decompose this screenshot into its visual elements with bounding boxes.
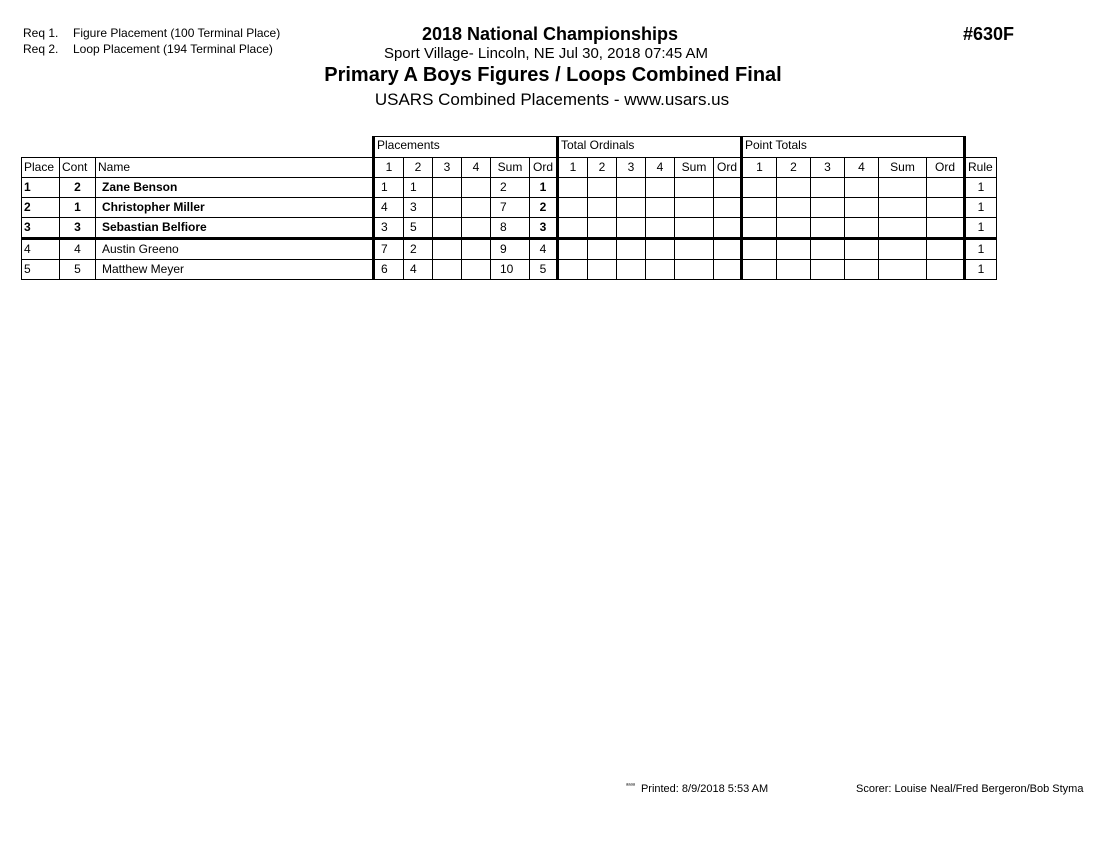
empty-cell xyxy=(714,218,742,239)
empty-cell xyxy=(675,260,714,280)
col-placement-3: 3 xyxy=(433,158,462,178)
table-row xyxy=(22,178,997,198)
placement-4 xyxy=(462,198,491,218)
empty-cell xyxy=(714,198,742,218)
col-cont: Cont xyxy=(60,158,96,178)
placement-1: 7 xyxy=(374,239,404,260)
empty-cell xyxy=(558,239,588,260)
empty-cell xyxy=(617,260,646,280)
placement-sum: 2 xyxy=(491,178,530,198)
group-total-ordinals: Total Ordinals xyxy=(558,137,742,158)
placement-sum: 10 xyxy=(491,260,530,280)
rule-cell: 1 xyxy=(965,260,997,280)
empty-cell xyxy=(927,178,965,198)
event-number: #630F xyxy=(963,24,1015,44)
empty-cell xyxy=(777,178,811,198)
skater-name: Matthew Meyer xyxy=(96,260,374,280)
placement-2: 2 xyxy=(404,239,433,260)
empty-cell xyxy=(714,260,742,280)
empty-cell xyxy=(845,260,879,280)
placement-sum: 9 xyxy=(491,239,530,260)
cont-cell: 5 xyxy=(60,260,96,280)
col-placement-1: 1 xyxy=(374,158,404,178)
footer-mark: ᵃᵃᵃᵃ xyxy=(626,783,635,789)
col-placement-sum: Sum xyxy=(491,158,530,178)
skater-name: Austin Greeno xyxy=(96,239,374,260)
place-cell: 2 xyxy=(22,198,60,218)
empty-cell xyxy=(742,239,777,260)
empty-cell xyxy=(845,198,879,218)
col-point-ord: Ord xyxy=(927,158,965,178)
group-placements: Placements xyxy=(374,137,558,158)
skater-name: Sebastian Belfiore xyxy=(96,218,374,239)
col-ordinal-sum: Sum xyxy=(675,158,714,178)
placement-2: 1 xyxy=(404,178,433,198)
place-cell: 5 xyxy=(22,260,60,280)
placement-ord: 5 xyxy=(530,260,558,280)
col-ordinal-ord: Ord xyxy=(714,158,742,178)
empty-cell xyxy=(879,198,927,218)
empty-cell xyxy=(845,239,879,260)
empty-cell xyxy=(811,218,845,239)
empty-cell xyxy=(588,218,617,239)
empty-cell xyxy=(811,239,845,260)
col-placement-4: 4 xyxy=(462,158,491,178)
empty-cell xyxy=(927,218,965,239)
empty-cell xyxy=(927,198,965,218)
empty-cell xyxy=(646,239,675,260)
empty-cell xyxy=(927,260,965,280)
empty-cell xyxy=(646,218,675,239)
rule-cell: 1 xyxy=(965,218,997,239)
printed-timestamp: Printed: 8/9/2018 5:53 AM xyxy=(640,783,769,795)
column-header-row xyxy=(22,158,997,178)
placement-4 xyxy=(462,178,491,198)
printed-line xyxy=(626,783,768,795)
placement-ord: 2 xyxy=(530,198,558,218)
col-ordinal-2: 2 xyxy=(588,158,617,178)
cont-cell: 4 xyxy=(60,239,96,260)
col-name: Name xyxy=(96,158,374,178)
requirement-text: Loop Placement (194 Terminal Place) xyxy=(73,42,273,56)
requirement-number: Req 1. xyxy=(23,26,59,40)
empty-cell xyxy=(811,198,845,218)
placement-3 xyxy=(433,218,462,239)
skater-name: Christopher Miller xyxy=(96,198,374,218)
col-placement-2: 2 xyxy=(404,158,433,178)
table-row xyxy=(22,198,997,218)
placement-4 xyxy=(462,260,491,280)
empty-cell xyxy=(558,260,588,280)
placement-1: 1 xyxy=(374,178,404,198)
blank-cell xyxy=(965,137,997,158)
empty-cell xyxy=(558,178,588,198)
place-cell: 4 xyxy=(22,239,60,260)
col-point-1: 1 xyxy=(742,158,777,178)
col-point-4: 4 xyxy=(845,158,879,178)
empty-cell xyxy=(777,260,811,280)
table-row xyxy=(22,239,997,260)
placement-4 xyxy=(462,218,491,239)
results-table xyxy=(21,136,997,280)
empty-cell xyxy=(714,239,742,260)
group-point-totals: Point Totals xyxy=(742,137,965,158)
col-ordinal-4: 4 xyxy=(646,158,675,178)
group-header-row xyxy=(22,137,997,158)
placement-2: 4 xyxy=(404,260,433,280)
placement-4 xyxy=(462,239,491,260)
empty-cell xyxy=(588,178,617,198)
empty-cell xyxy=(558,198,588,218)
place-cell: 1 xyxy=(22,178,60,198)
placement-2: 3 xyxy=(404,198,433,218)
empty-cell xyxy=(742,260,777,280)
col-rule: Rule xyxy=(965,158,997,178)
requirement-text: Figure Placement (100 Terminal Place) xyxy=(73,26,281,40)
event-subtitle: USARS Combined Placements - www.usars.us xyxy=(374,90,730,109)
empty-cell xyxy=(646,178,675,198)
cont-cell: 3 xyxy=(60,218,96,239)
empty-cell xyxy=(588,260,617,280)
col-point-sum: Sum xyxy=(879,158,927,178)
placement-3 xyxy=(433,260,462,280)
empty-cell xyxy=(617,239,646,260)
cont-cell: 1 xyxy=(60,198,96,218)
event-title: Primary A Boys Figures / Loops Combined Final xyxy=(324,64,782,86)
rule-cell: 1 xyxy=(965,239,997,260)
rule-cell: 1 xyxy=(965,178,997,198)
placement-3 xyxy=(433,239,462,260)
empty-cell xyxy=(879,178,927,198)
empty-cell xyxy=(588,239,617,260)
placement-ord: 1 xyxy=(530,178,558,198)
empty-cell xyxy=(927,239,965,260)
page-title: 2018 National Championships xyxy=(421,24,679,44)
col-point-2: 2 xyxy=(777,158,811,178)
placement-3 xyxy=(433,198,462,218)
empty-cell xyxy=(675,178,714,198)
empty-cell xyxy=(588,198,617,218)
empty-cell xyxy=(845,218,879,239)
empty-cell xyxy=(646,260,675,280)
empty-cell xyxy=(675,239,714,260)
col-ordinal-3: 3 xyxy=(617,158,646,178)
empty-cell xyxy=(742,218,777,239)
empty-cell xyxy=(777,198,811,218)
empty-cell xyxy=(879,239,927,260)
col-placement-ord: Ord xyxy=(530,158,558,178)
placement-3 xyxy=(433,178,462,198)
empty-cell xyxy=(617,218,646,239)
placement-2: 5 xyxy=(404,218,433,239)
table-row xyxy=(22,218,997,239)
empty-cell xyxy=(714,178,742,198)
empty-cell xyxy=(879,260,927,280)
empty-cell xyxy=(646,198,675,218)
empty-cell xyxy=(777,239,811,260)
requirement-number: Req 2. xyxy=(23,42,59,56)
empty-cell xyxy=(777,218,811,239)
table-row xyxy=(22,260,997,280)
col-point-3: 3 xyxy=(811,158,845,178)
empty-cell xyxy=(742,178,777,198)
placement-ord: 3 xyxy=(530,218,558,239)
skater-name: Zane Benson xyxy=(96,178,374,198)
empty-cell xyxy=(675,198,714,218)
empty-cell xyxy=(879,218,927,239)
empty-cell xyxy=(811,260,845,280)
cont-cell: 2 xyxy=(60,178,96,198)
col-place: Place xyxy=(22,158,60,178)
placement-sum: 7 xyxy=(491,198,530,218)
placement-ord: 4 xyxy=(530,239,558,260)
placement-sum: 8 xyxy=(491,218,530,239)
empty-cell xyxy=(558,218,588,239)
empty-cell xyxy=(742,198,777,218)
empty-cell xyxy=(617,178,646,198)
placement-1: 4 xyxy=(374,198,404,218)
placement-1: 6 xyxy=(374,260,404,280)
placement-1: 3 xyxy=(374,218,404,239)
scorer-line: Scorer: Louise Neal/Fred Bergeron/Bob Styma xyxy=(856,783,1084,795)
blank-cell xyxy=(22,137,374,158)
empty-cell xyxy=(845,178,879,198)
rule-cell: 1 xyxy=(965,198,997,218)
place-cell: 3 xyxy=(22,218,60,239)
col-ordinal-1: 1 xyxy=(558,158,588,178)
venue-date-line: Sport Village- Lincoln, NE Jul 30, 2018 07:45 AM xyxy=(383,45,709,62)
empty-cell xyxy=(617,198,646,218)
empty-cell xyxy=(675,218,714,239)
empty-cell xyxy=(811,178,845,198)
